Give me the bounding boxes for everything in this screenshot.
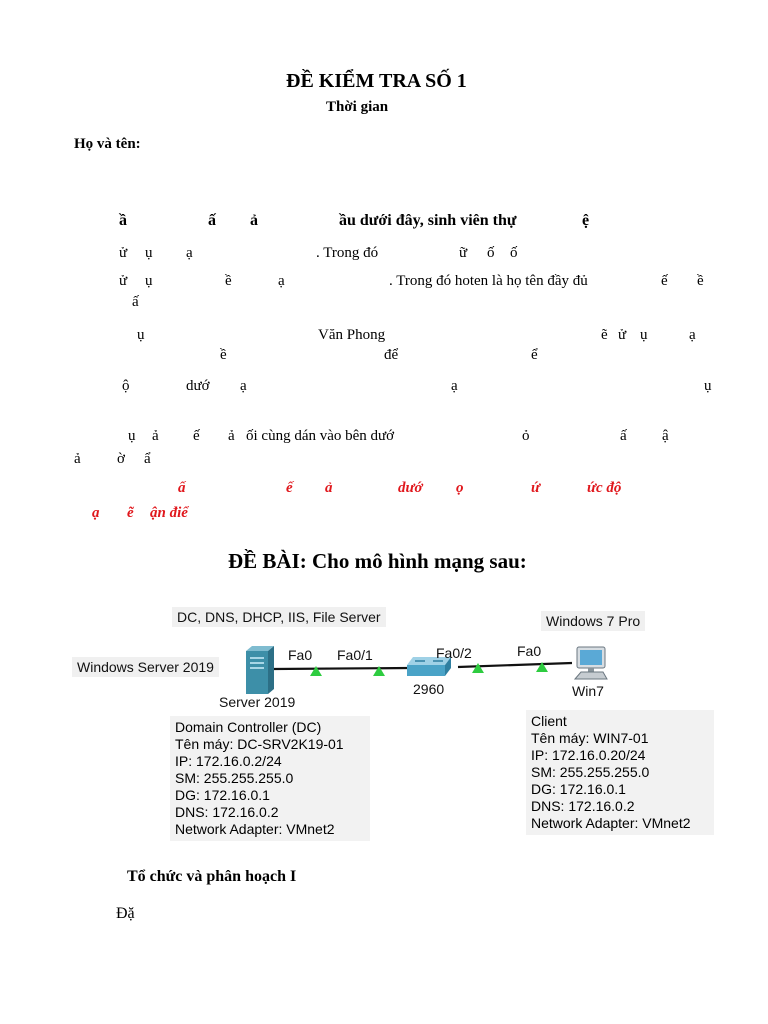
instr-line4-b: Văn Phong — [318, 327, 386, 343]
client-info-line: IP: 172.16.0.20/24 — [531, 747, 646, 763]
warn-line1-f: ứ — [531, 480, 540, 496]
instr-line6-a: ộ — [122, 378, 130, 394]
instr-line6-d: ạ — [451, 378, 458, 394]
instr-line4-f: ạ — [689, 327, 696, 343]
client-info-line: Tên máy: WIN7-01 — [531, 730, 649, 746]
link-up-indicator — [472, 663, 484, 673]
instr-line5-a: ề — [220, 347, 227, 363]
instr-line8-a: ả — [74, 451, 81, 467]
instr-line1-d: ầu dưới đây, sinh viên thự — [339, 212, 517, 229]
name-label: Họ và tên: — [74, 136, 141, 152]
instr-line2-d: . Trong đó — [316, 245, 379, 261]
server-os-label: Windows Server 2019 — [72, 657, 219, 677]
instr-line2-b: ụ — [145, 245, 153, 261]
instr-line4-d: ử — [618, 327, 627, 343]
dc-info-line: Network Adapter: VMnet2 — [175, 821, 335, 837]
instr-line3-h: ấ — [132, 294, 139, 310]
instr-line3-d: ạ — [278, 273, 285, 289]
section1-heading: Tổ chức và phân hoạch I — [127, 868, 297, 885]
instr-line7-h: ậ — [662, 428, 669, 444]
instr-line7-g: ấ — [620, 428, 627, 444]
instr-line3-g: ề — [697, 273, 704, 289]
instr-line1-a: ầ — [119, 212, 127, 229]
instr-line6-e: ụ — [704, 378, 712, 394]
pc-icon — [571, 645, 609, 681]
instr-line7-c: ế — [193, 428, 200, 444]
instr-line7-d: ả — [228, 428, 235, 444]
instr-line5-b: để — [384, 347, 399, 363]
dc-info-line: Domain Controller (DC) — [175, 719, 322, 735]
link-switch-client — [458, 663, 572, 667]
client-info-box — [526, 710, 714, 835]
port-label-fa0-1: Fa0/1 — [337, 647, 373, 663]
dc-info-line: IP: 172.16.0.2/24 — [175, 753, 282, 769]
instr-line6-c: ạ — [240, 378, 247, 394]
instr-line3-c: ề — [225, 273, 232, 289]
instr-line3-a: ử — [119, 273, 128, 289]
port-label-client-fa0: Fa0 — [517, 643, 542, 659]
client-info-line: Network Adapter: VMnet2 — [531, 815, 691, 831]
section1-subtext: Đặ — [116, 905, 135, 922]
warn-line1-d: dướ — [398, 480, 423, 496]
instr-line4-c: ẽ — [601, 327, 608, 343]
server-roles-label: DC, DNS, DHCP, IIS, File Server — [172, 607, 386, 627]
instr-line2-a: ử — [119, 245, 128, 261]
port-label-server-fa0: Fa0 — [288, 647, 313, 663]
instr-line7-e: ối cùng dán vào bên dướ — [246, 428, 395, 444]
warn-line1-b: ế — [286, 480, 293, 496]
instr-line3-e: . Trong đó hoten là họ tên đầy đủ — [389, 273, 588, 289]
page-title: ĐỀ KIỂM TRA SỐ 1 — [286, 70, 467, 92]
instr-line7-b: ả — [152, 428, 159, 444]
warn-line2-a: ạ — [92, 505, 100, 521]
instr-line7-f: ỏ — [522, 428, 530, 444]
instr-line7-a: ụ — [128, 428, 136, 444]
link-up-indicator — [310, 666, 322, 676]
instr-line1-e: ệ — [582, 212, 590, 229]
instr-line2-g: ố — [510, 245, 518, 261]
instr-line6-b: dướ — [186, 378, 210, 394]
port-label-fa0-2: Fa0/2 — [436, 645, 472, 661]
instr-line1-c: ả — [250, 212, 258, 229]
dc-info-line: Tên máy: DC-SRV2K19-01 — [175, 736, 344, 752]
warn-line1-e: ọ — [456, 480, 464, 496]
instr-line8-b: ờ — [117, 451, 125, 467]
section-heading: ĐỀ BÀI: Cho mô hình mạng sau: — [228, 549, 527, 573]
dc-info-line: DG: 172.16.0.1 — [175, 787, 270, 803]
warn-line1-c: ả — [325, 480, 333, 496]
client-info-line: DG: 172.16.0.1 — [531, 781, 626, 797]
client-info-line: SM: 255.255.255.0 — [531, 764, 650, 780]
instr-line2-f: ố — [487, 245, 495, 261]
warn-line1-a: ấ — [178, 480, 186, 496]
instr-line3-f: ế — [661, 273, 668, 289]
server-name-label: Server 2019 — [219, 694, 296, 710]
client-os-label: Windows 7 Pro — [541, 611, 645, 631]
dc-info-box — [170, 716, 370, 841]
link-server-switch — [274, 668, 410, 669]
instr-line3-b: ụ — [145, 273, 153, 289]
client-info-line: Client — [531, 713, 567, 729]
dc-info-line: SM: 255.255.255.0 — [175, 770, 294, 786]
instr-line4-e: ụ — [640, 327, 648, 343]
instr-line8-c: ẩ — [144, 451, 151, 467]
switch-name-label: 2960 — [413, 681, 445, 697]
client-info-line: DNS: 172.16.0.2 — [531, 798, 635, 814]
warn-line2-b: ẽ — [127, 505, 134, 521]
instr-line2-e: ữ — [459, 245, 468, 261]
instr-line5-c: ể — [531, 347, 538, 363]
warn-line2-c: ận điể — [150, 505, 188, 521]
instr-line2-c: ạ — [186, 245, 193, 261]
instr-line4-a: ụ — [137, 327, 145, 343]
instr-line1-b: ấ — [208, 212, 216, 229]
client-name-label: Win7 — [572, 683, 604, 699]
dc-info-line: DNS: 172.16.0.2 — [175, 804, 279, 820]
server-icon — [244, 645, 274, 695]
warn-line1-g: ức độ — [587, 480, 622, 496]
time-label: Thời gian — [326, 99, 389, 115]
